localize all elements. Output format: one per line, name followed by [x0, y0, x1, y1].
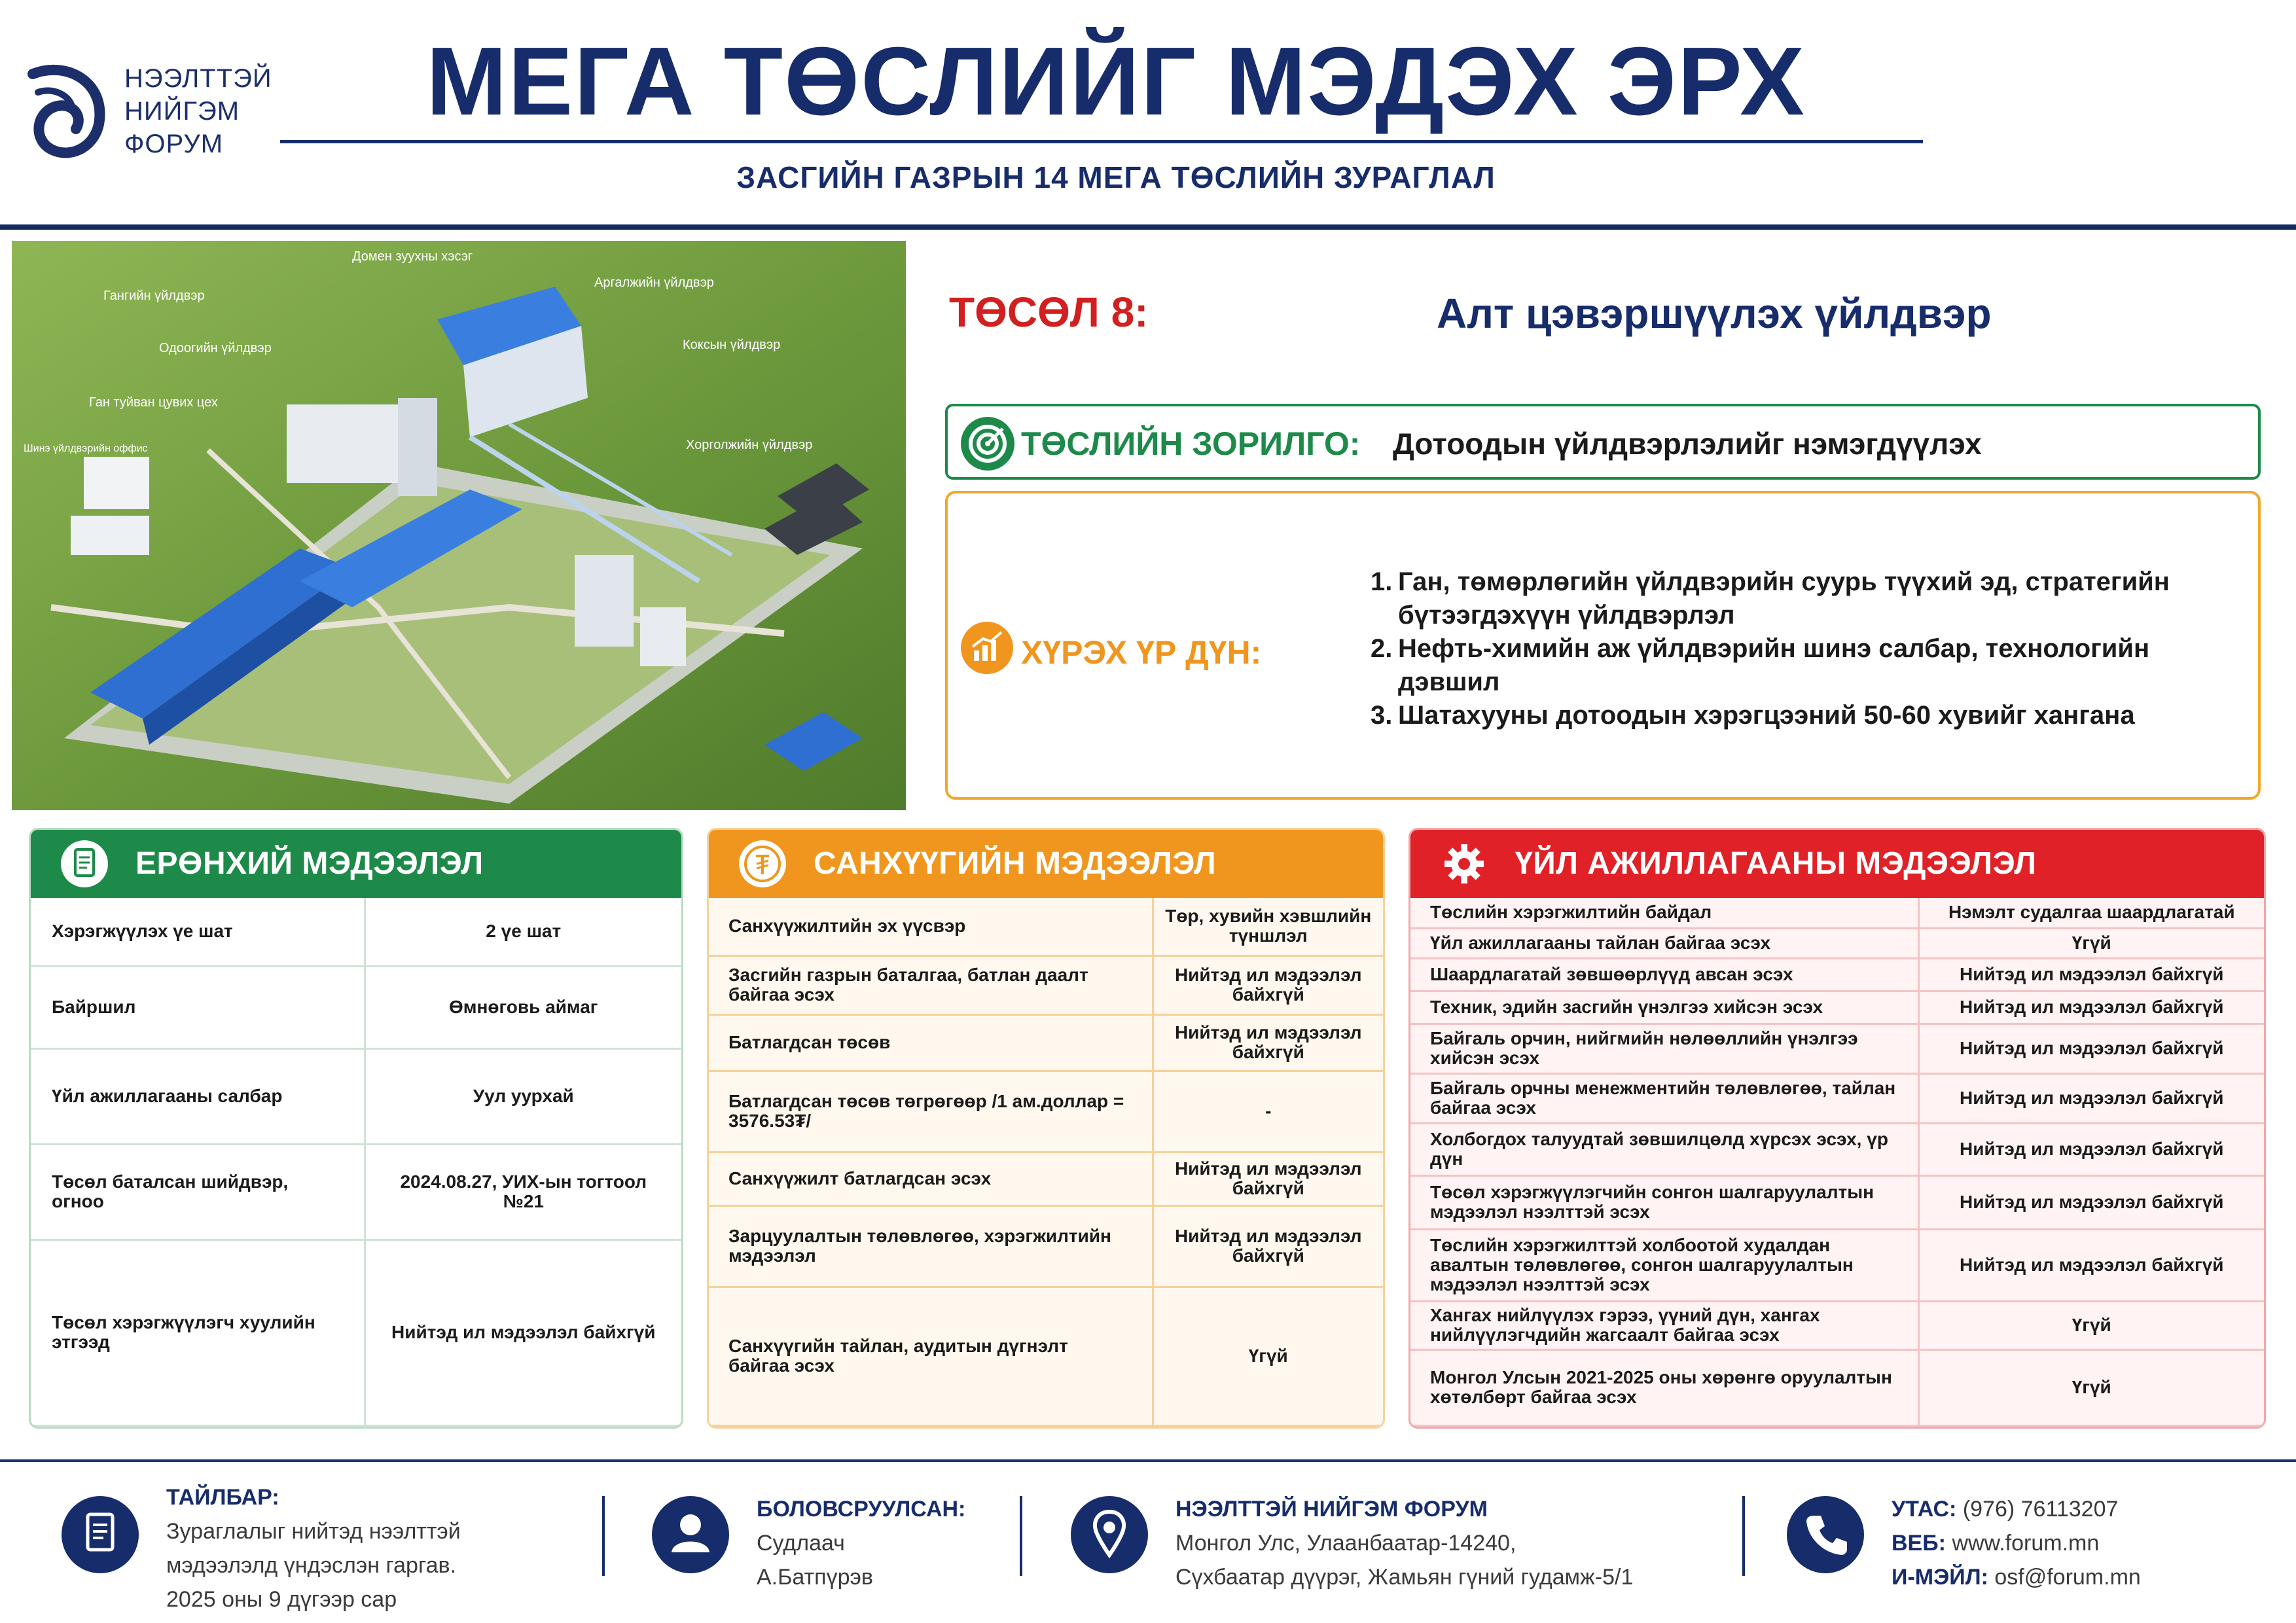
document-icon: [61, 840, 108, 887]
footer-org-title: НЭЭЛТТЭЙ НИЙГЭМ ФОРУМ: [1175, 1497, 1488, 1522]
table-cell-label: Төсөл хэрэгжүүлэгчийн сонгон шалгаруулалтын мэдээлэл нээлттэй эсэх: [1410, 1175, 1918, 1229]
table-row: [1410, 1175, 2264, 1229]
footer-prepared-line: А.Батпүрэв: [757, 1565, 873, 1590]
table-cell-value: Нийтэд ил мэдээлэл байхгүй: [1153, 1205, 1383, 1287]
table-cell-label: Хэрэгжүүлэх үе шат: [31, 898, 365, 966]
table-row: [709, 1071, 1383, 1152]
hero-label: Гангийн үйлдвэр: [103, 289, 205, 303]
table-row: [1410, 1301, 2264, 1349]
general-info-table: [31, 898, 681, 1427]
table-cell-label: Төсөл баталсан шийдвэр, огноо: [31, 1144, 365, 1240]
logo-line: ФОРУМ: [124, 130, 224, 158]
logo-line: НЭЭЛТТЭЙ: [124, 64, 272, 93]
hero-label: Коксын үйлдвэр: [683, 338, 781, 352]
forum-logo-icon: [26, 61, 111, 166]
list-item-text: Нефть-химийн аж үйлдвэрийн шинэ салбар, технологийн дэвшил: [1398, 634, 2150, 696]
list-item: [1371, 565, 2248, 632]
footer-address-line: Сүхбаатар дүүрэг, Жамьян гүний гудамж-5/1: [1175, 1565, 1634, 1590]
table-row: [31, 1048, 681, 1144]
table-cell-value: Үгүй: [1918, 1301, 2264, 1349]
general-info-card: [29, 828, 683, 1429]
table-cell-label: Байршил: [31, 966, 365, 1048]
goal-text: Дотоодын үйлдвэрлэлийг нэмэгдүүлэх: [1393, 427, 1982, 461]
hero-label: Домен зуухны хэсэг: [352, 249, 473, 264]
table-cell-value: 2 үе шат: [365, 898, 681, 966]
table-row: [1410, 898, 2264, 928]
title-divider: [280, 140, 1923, 143]
hero-label: Ган туйван цувих цех: [89, 395, 218, 410]
table-cell-label: Батлагдсан төсөв: [709, 1014, 1153, 1071]
table-cell-value: Нийтэд ил мэдээлэл байхгүй: [1918, 991, 2264, 1024]
card-header: [709, 830, 1383, 898]
website-link[interactable]: www.forum.mn: [1952, 1531, 2100, 1556]
email-label: И-МЭЙЛ:: [1892, 1565, 1988, 1590]
footer-contacts: [1787, 1486, 2258, 1603]
project-name: Алт цэвэршүүлэх үйлдвэр: [1437, 290, 1992, 337]
table-row: [709, 955, 1383, 1014]
table-cell-label: Санхүүгийн тайлан, аудитын дүгнэлт байгаа эсэх: [709, 1287, 1153, 1426]
footer-separator: [602, 1496, 605, 1576]
table-row: [1410, 1349, 2264, 1426]
table-row: [1410, 1073, 2264, 1123]
list-item-number: 1.: [1371, 567, 1393, 596]
list-item-text: Ган, төмөрлөгийн үйлдвэрийн суурь түүхий эд, стратегийн бүтээгдэхүүн үйлдвэрлэл: [1398, 567, 2170, 630]
table-row: [1410, 1024, 2264, 1073]
table-cell-label: Монгол Улсын 2021-2025 оны хөрөнгө оруулалтын хөтөлбөрт байгаа эсэх: [1410, 1349, 1918, 1426]
table-cell-label: Төслийн хэрэгжилттэй холбоотой худалдан авалтын төлөвлөгөө, сонгон шалгаруулалтын мэдээлэл нээлттэй эсэх: [1410, 1229, 1918, 1301]
table-row: [1410, 958, 2264, 991]
table-cell-value: Өмнөговь аймаг: [365, 966, 681, 1048]
table-cell-value: Нийтэд ил мэдээлэл байхгүй: [1153, 1014, 1383, 1071]
footer-separator: [1020, 1496, 1022, 1576]
user-icon: [652, 1496, 729, 1573]
hero-label: Одоогийн үйлдвэр: [159, 341, 272, 355]
table-row: [1410, 991, 2264, 1024]
finance-info-table: [709, 898, 1383, 1427]
table-cell-value: Нийтэд ил мэдээлэл байхгүй: [1153, 1152, 1383, 1205]
header-divider: [0, 224, 2296, 230]
table-cell-value: Төр, хувийн хэвшлийн түншлэл: [1153, 898, 1383, 955]
footer-separator: [1742, 1496, 1745, 1576]
hero-label: Шинэ үйлдвэрийн оффис: [24, 443, 148, 454]
table-cell-label: Холбогдох талуудтай зөвшилцөлд хүрсэх эсэх, үр дүн: [1410, 1123, 1918, 1175]
goal-label: ТӨСЛИЙН ЗОРИЛГО:: [1021, 425, 1361, 462]
page-subtitle: ЗАСГИЙН ГАЗРЫН 14 МЕГА ТӨСЛИЙН ЗУРАГЛАЛ: [736, 160, 1496, 194]
table-row: [1410, 928, 2264, 958]
footer-note: [62, 1485, 559, 1612]
table-cell-label: Засгийн газрын баталгаа, батлан даалт байгаа эсэх: [709, 955, 1153, 1014]
table-cell-value: Нийтэд ил мэдээлэл байхгүй: [1918, 1073, 2264, 1123]
table-cell-label: Батлагдсан төсөв төгрөгөөр /1 ам.доллар = 3576.53₮/: [709, 1071, 1153, 1152]
card-header: [31, 830, 681, 898]
table-cell-value: Нийтэд ил мэдээлэл байхгүй: [365, 1240, 681, 1426]
table-cell-label: Техник, эдийн засгийн үнэлгээ хийсэн эсэх: [1410, 991, 1918, 1024]
growth-chart-icon: [961, 622, 1013, 674]
phone-label: УТАС:: [1892, 1497, 1957, 1522]
footer-divider: [0, 1459, 2296, 1462]
table-row: [31, 1144, 681, 1240]
footer-prepared: [652, 1486, 1031, 1603]
location-pin-icon: [1071, 1496, 1148, 1573]
footer-note-line: 2025 оны 9 дүгээр сар: [166, 1587, 397, 1612]
footer-prepared-title: БОЛОВСРУУЛСАН:: [757, 1497, 966, 1522]
table-cell-value: Нийтэд ил мэдээлэл байхгүй: [1153, 955, 1383, 1014]
card-title: САНХҮҮГИЙН МЭДЭЭЛЭЛ: [814, 846, 1217, 881]
table-row: [709, 1287, 1383, 1426]
results-list: [1371, 565, 2248, 732]
table-cell-label: Байгаль орчин, нийгмийн нөлөөллийн үнэлгээ хийсэн эсэх: [1410, 1024, 1918, 1073]
table-cell-label: Шаардлагатай зөвшөөрлүүд авсан эсэх: [1410, 958, 1918, 991]
table-cell-value: Нэмэлт судалгаа шаардлагатай: [1918, 898, 2264, 928]
table-cell-label: Төслийн хэрэгжилтийн байдал: [1410, 898, 1918, 928]
list-item: [1371, 699, 2248, 732]
target-icon: [961, 417, 1014, 471]
card-header: [1410, 830, 2264, 898]
footer-note-title: ТАЙЛБАР:: [166, 1485, 279, 1510]
phone-number: (976) 76113207: [1962, 1497, 2119, 1522]
tugrik-icon: [739, 840, 786, 887]
phone-icon: [1787, 1496, 1864, 1573]
table-cell-value: Үгүй: [1918, 1349, 2264, 1426]
table-row: [31, 966, 681, 1048]
table-row: [709, 1152, 1383, 1205]
table-cell-value: Нийтэд ил мэдээлэл байхгүй: [1918, 1123, 2264, 1175]
email-link[interactable]: osf@forum.mn: [1994, 1565, 2141, 1590]
table-cell-value: Үгүй: [1153, 1287, 1383, 1426]
table-cell-label: Хангах нийлүүлэх гэрээ, үүний дүн, хангах нийлүүлэгчдийн жагсаалт байгаа эсэх: [1410, 1301, 1918, 1349]
footer-address-line: Монгол Улс, Улаанбаатар-14240,: [1175, 1531, 1516, 1556]
table-cell-value: Нийтэд ил мэдээлэл байхгүй: [1918, 1024, 2264, 1073]
table-cell-label: Үйл ажиллагааны салбар: [31, 1048, 365, 1144]
table-cell-value: Нийтэд ил мэдээлэл байхгүй: [1918, 1229, 2264, 1301]
footer-prepared-line: Судлаач: [757, 1531, 845, 1556]
list-item: [1371, 632, 2248, 699]
table-cell-label: Санхүүжилт батлагдсан эсэх: [709, 1152, 1153, 1205]
results-label: ХҮРЭХ ҮР ДҮН:: [1021, 634, 1262, 671]
project-number: ТӨСӨЛ 8:: [949, 289, 1149, 336]
list-item-text: Шатахууны дотоодын хэрэгцээний 50-60 хувийг хангана: [1398, 701, 2135, 730]
table-cell-label: Үйл ажиллагааны тайлан байгаа эсэх: [1410, 928, 1918, 958]
table-row: [1410, 1229, 2264, 1301]
project-goal-box: [945, 404, 2261, 480]
table-cell-label: Санхүүжилтийн эх үүсвэр: [709, 898, 1153, 955]
card-title: ЕРӨНХИЙ МЭДЭЭЛЭЛ: [135, 846, 484, 881]
hero-label: Хорголжийн үйлдвэр: [686, 438, 813, 452]
table-cell-value: -: [1153, 1071, 1383, 1152]
footer-address: [1071, 1486, 1699, 1603]
table-row: [709, 1205, 1383, 1287]
logo-line: НИЙГЭМ: [124, 97, 240, 126]
page-title: МЕГА ТӨСЛИЙГ МЭДЭХ ЭРХ: [426, 27, 1806, 135]
footer-note-line: мэдээлэлд үндэслэн гаргав.: [166, 1553, 457, 1578]
web-label: ВЕБ:: [1892, 1531, 1946, 1556]
table-row: [1410, 1123, 2264, 1175]
table-cell-label: Төсөл хэрэгжүүлэгч хуулийн этгээд: [31, 1240, 365, 1426]
expected-results-box: [945, 491, 2261, 800]
table-cell-value: Уул уурхай: [365, 1048, 681, 1144]
finance-info-card: [707, 828, 1385, 1429]
hero-label: Аргалжийн үйлдвэр: [594, 276, 714, 290]
plant-rendering-image: [12, 241, 906, 810]
document-icon: [62, 1496, 139, 1573]
table-row: [709, 898, 1383, 955]
logo-text: [124, 62, 272, 160]
table-cell-value: Нийтэд ил мэдээлэл байхгүй: [1918, 1175, 2264, 1229]
gear-icon: [1441, 840, 1488, 887]
table-cell-label: Зарцуулалтын төлөвлөгөө, хэрэгжилтийн мэдээлэл: [709, 1205, 1153, 1287]
operations-info-card: [1408, 828, 2266, 1429]
organization-logo: [26, 56, 288, 167]
table-row: [31, 898, 681, 966]
footer-note-line: Зураглалыг нийтэд нээлттэй: [166, 1519, 461, 1544]
list-item-number: 3.: [1371, 701, 1393, 730]
table-cell-value: Үгүй: [1918, 928, 2264, 958]
table-row: [31, 1240, 681, 1426]
table-row: [709, 1014, 1383, 1071]
table-cell-value: Нийтэд ил мэдээлэл байхгүй: [1918, 958, 2264, 991]
table-cell-value: 2024.08.27, УИХ-ын тогтоол №21: [365, 1144, 681, 1240]
operations-info-table: [1410, 898, 2264, 1427]
card-title: ҮЙЛ АЖИЛЛАГААНЫ МЭДЭЭЛЭЛ: [1515, 846, 2037, 881]
list-item-number: 2.: [1371, 634, 1393, 663]
table-cell-label: Байгаль орчны менежментийн төлөвлөгөө, тайлан байгаа эсэх: [1410, 1073, 1918, 1123]
